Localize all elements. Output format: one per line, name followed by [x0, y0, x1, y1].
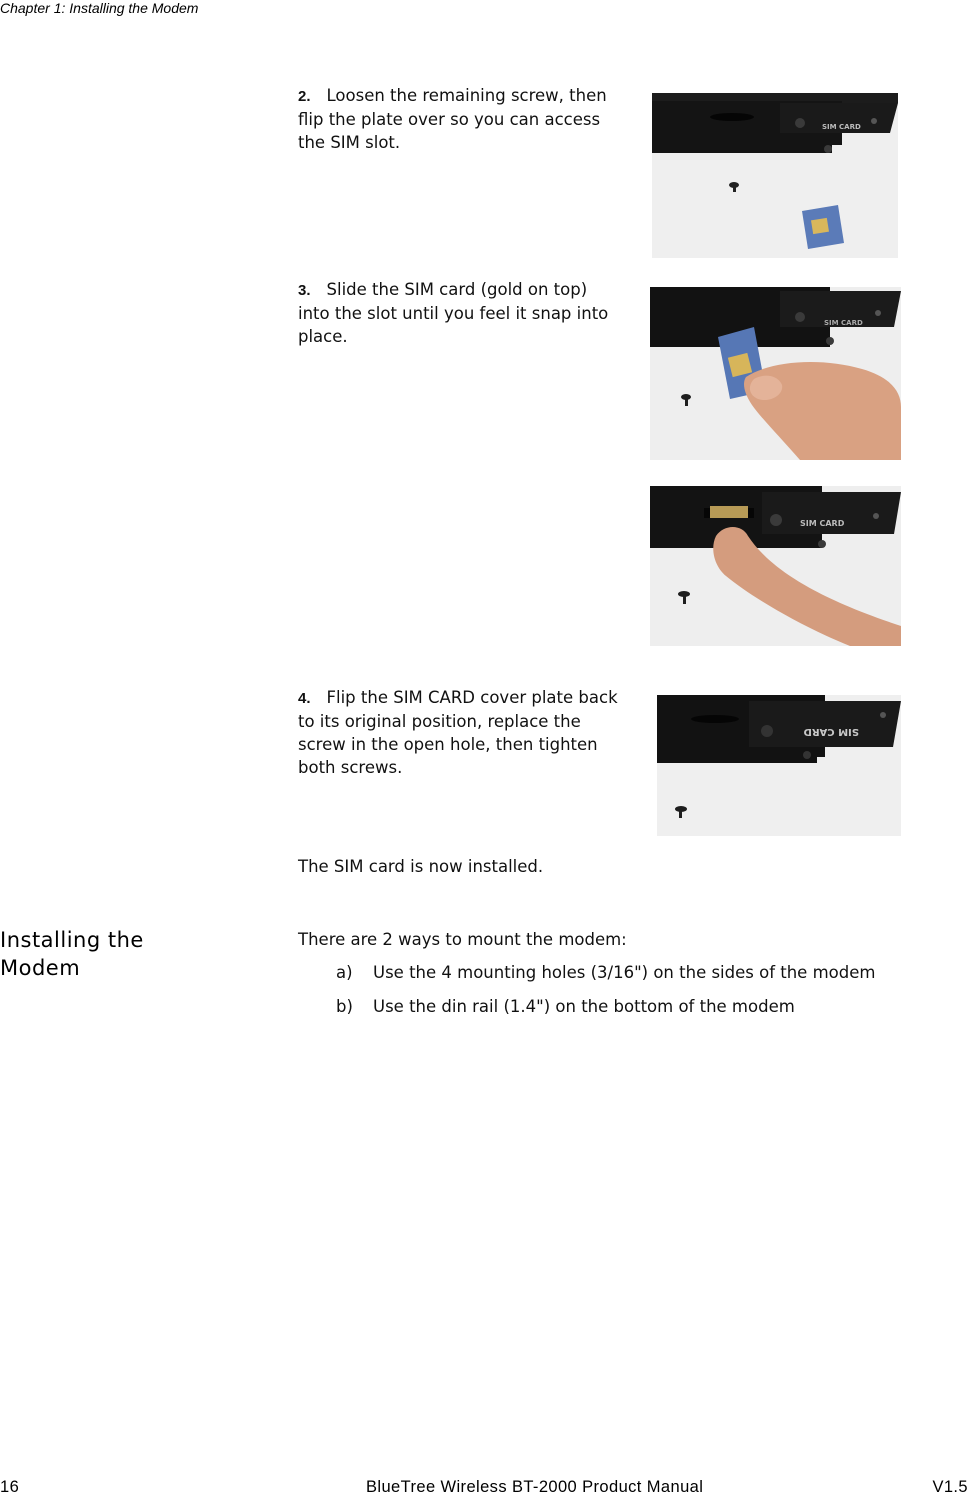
step-4: [298, 686, 628, 779]
version: V1.5: [932, 1478, 968, 1496]
photo-inserting-sim: [650, 287, 901, 460]
step-text: Loosen the remaining screw, then flip the plate over so you can access the SIM slot.: [298, 86, 607, 152]
page-number: 16: [0, 1478, 20, 1496]
list-item-b: Use the din rail (1.4") on the bottom of the modem: [373, 997, 795, 1016]
step-number: 2.: [298, 88, 311, 105]
list-item-a: Use the 4 mounting holes (3/16") on the sides of the modem: [373, 963, 876, 982]
chapter-header: Chapter 1: Installing the Modem: [0, 0, 199, 16]
step-text: Flip the SIM CARD cover plate back to its original position, replace the screw in the open hole, then tighten both screws.: [298, 688, 618, 777]
section-heading: Installing the Modem: [0, 928, 144, 980]
step-3: [298, 278, 618, 348]
photo-pushing-sim: [650, 486, 901, 646]
step-text: Slide the SIM card (gold on top) into the slot until you feel it snap into place.: [298, 280, 609, 346]
plate-label-flipped: SIM CARD: [803, 726, 859, 737]
list-marker-a: a): [336, 963, 353, 982]
section-intro: There are 2 ways to mount the modem:: [298, 930, 627, 949]
manual-title: BlueTree Wireless BT-2000 Product Manual: [366, 1478, 704, 1496]
photo-plate-replaced: [657, 695, 901, 836]
plate-label: SIM CARD: [800, 519, 845, 528]
step-number: 4.: [298, 690, 311, 707]
plate-label: SIM CARD: [822, 123, 861, 131]
photo-plate-flipped: [652, 93, 898, 258]
installed-note: The SIM card is now installed.: [298, 857, 544, 876]
step-2: [298, 84, 628, 154]
step-number: 3.: [298, 282, 311, 299]
plate-label: SIM CARD: [824, 319, 863, 327]
list-marker-b: b): [336, 997, 353, 1016]
